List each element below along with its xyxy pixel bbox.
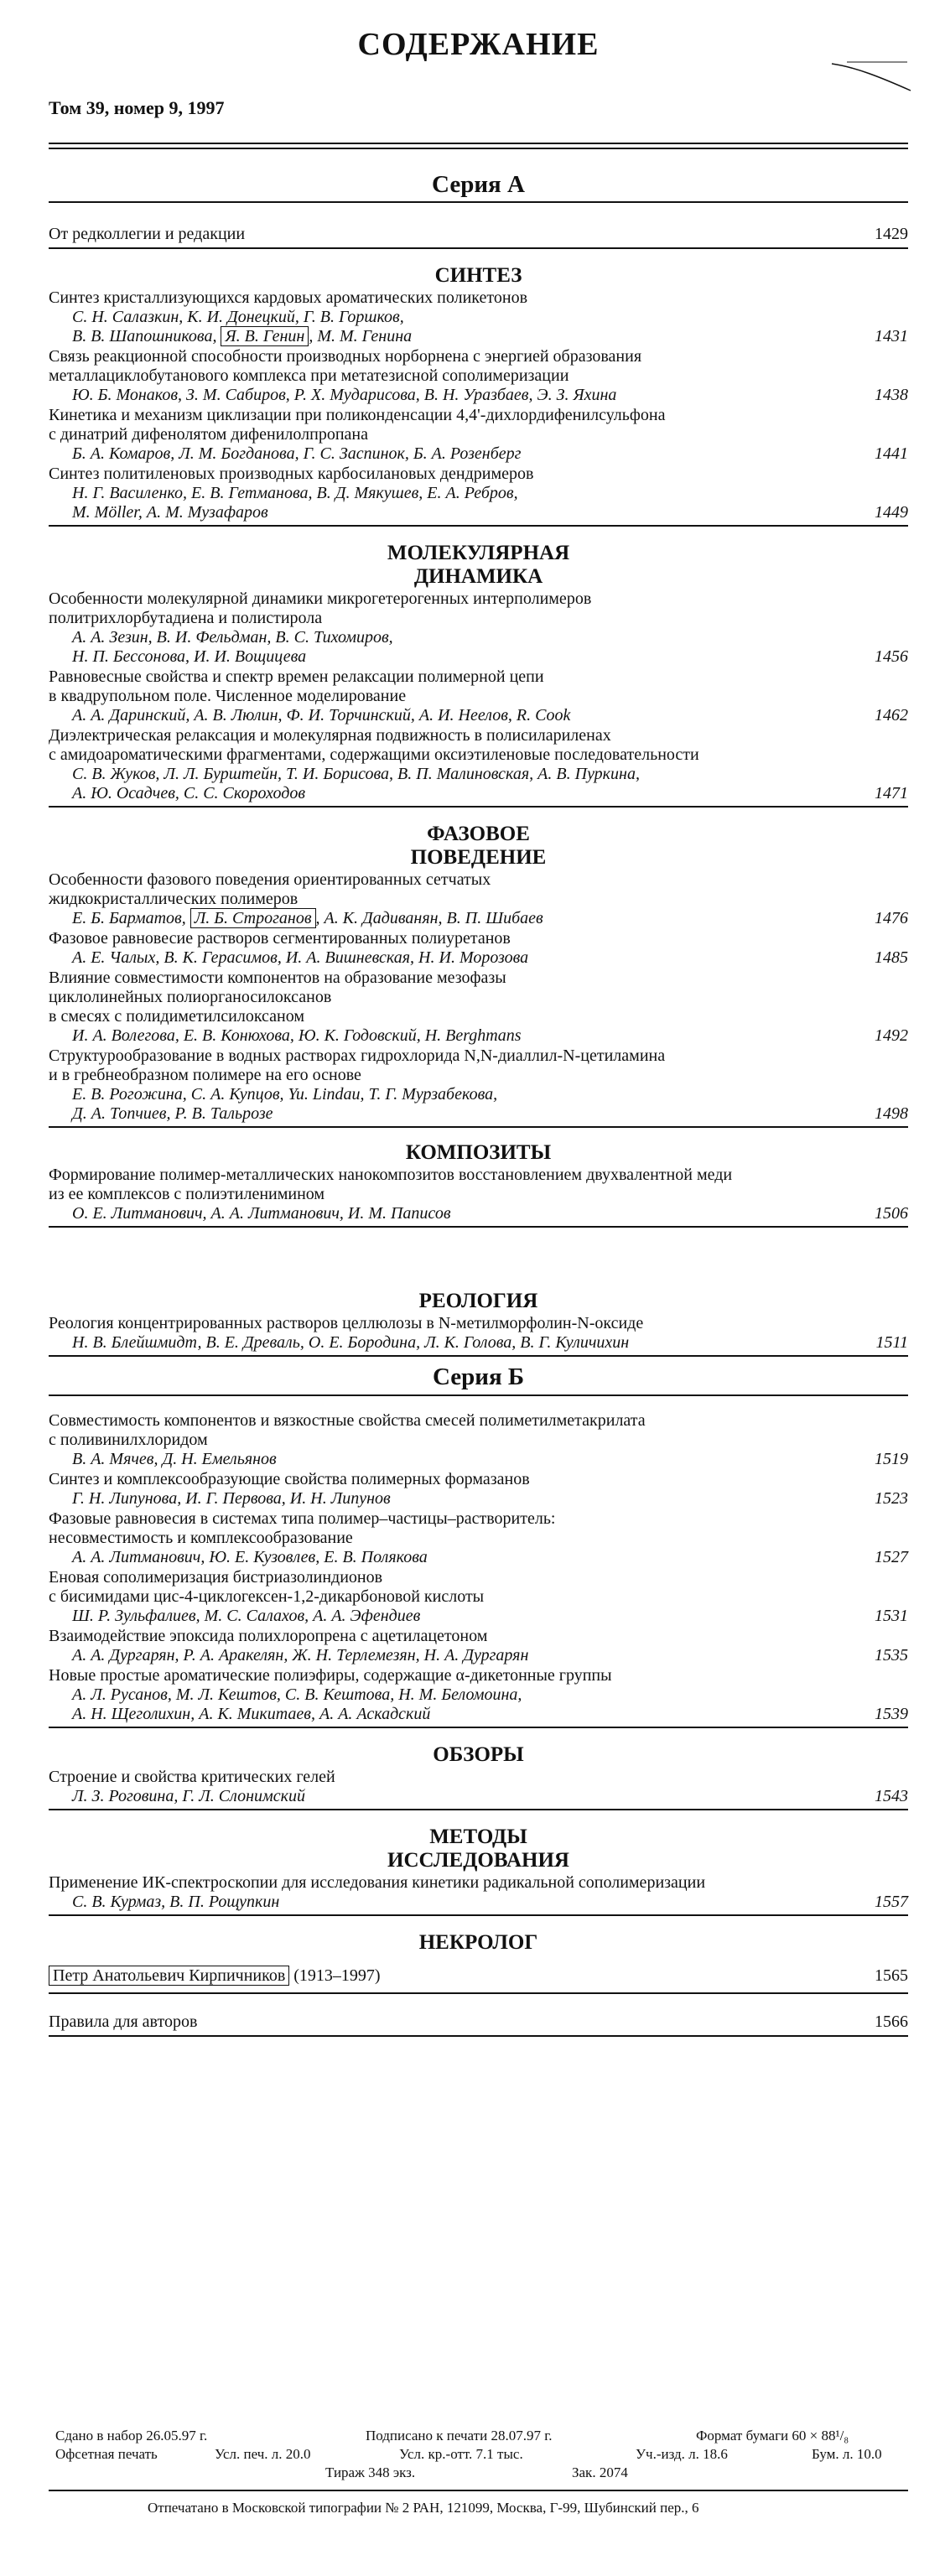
imprint-printer: Отпечатано в Московской типографии № 2 РАН, 121099, Москва, Г-99, Шубинский пер., 6	[148, 2500, 699, 2516]
series-a-heading: Серия А	[432, 171, 525, 198]
entry-page-number: 1565	[875, 1966, 908, 1985]
entry-page-number: 1535	[875, 1646, 908, 1665]
entry-page-number: 1429	[875, 225, 908, 243]
section-heading-line: ДИНАМИКА	[413, 565, 543, 588]
entry-authors: А. Н. Щеголихин, А. К. Микитаев, А. А. Аскадский 1539	[72, 1705, 908, 1723]
imprint-printer-line	[49, 2500, 908, 2518]
section-heading-line: МЕТОДЫ	[429, 1826, 527, 1848]
issue-info: Том 39, номер 9, 1997	[49, 97, 225, 118]
entry-title: Кинетика и механизм циклизации при поликонденсации 4,4'-дихлордифенилсульфона	[49, 406, 666, 424]
entry-title: циклолинейных полиорганосилоксанов	[49, 988, 332, 1006]
entry-page-number: 1438	[875, 386, 908, 404]
section-rule	[49, 525, 908, 527]
toc-entry[interactable]	[49, 870, 908, 928]
entry-title: Совместимость компонентов и вязкостные свойства смесей полиметилметакрилата	[49, 1411, 646, 1430]
entry-page-number: 1449	[875, 503, 908, 522]
entry-authors: С. В. Жуков, Л. Л. Бурштейн, Т. И. Борисова, В. П. Малиновская, А. В. Пуркина,	[72, 765, 640, 783]
boxed-author-name: Я. В. Генин	[221, 326, 309, 346]
entry-title: Реология концентрированных растворов целлюлозы в N-метилморфолин-N-оксиде	[49, 1314, 644, 1332]
toc-entry[interactable]	[49, 347, 908, 405]
entry-authors: А. А. Литманович, Ю. Е. Кузовлев, Е. В. Полякова 1527	[72, 1548, 908, 1566]
entry-page-number: 1498	[875, 1104, 908, 1123]
entry-title: Структурообразование в водных растворах гидрохлорида N,N-диаллил-N-цетиламина	[49, 1046, 666, 1065]
entry-title: Особенности молекулярной динамики микрогетерогенных интерполимеров	[49, 589, 592, 608]
section-heading	[49, 264, 908, 288]
section-heading	[49, 1141, 908, 1165]
toc-entry[interactable]	[49, 406, 908, 464]
double-rule	[49, 143, 908, 149]
section-heading-line: ОБЗОРЫ	[433, 1743, 524, 1766]
entry-authors: Н. В. Блейшмидт, В. Е. Древаль, О. Е. Бородина, Л. К. Голова, В. Г. Куличихин 1511	[72, 1333, 908, 1352]
entry-authors: Ш. Р. Зульфалиев, М. С. Салахов, А. А. Эфендиев 1531	[72, 1607, 908, 1625]
section-rule	[49, 1727, 908, 1728]
imprint-color-prints: Усл. кр.-отт. 7.1 тыс.	[399, 2446, 523, 2462]
toc-entry[interactable]	[49, 1873, 908, 1912]
entry-title: Синтез кристаллизующихся кардовых ароматических поликетонов	[49, 288, 528, 307]
entry-authors: Д. А. Топчиев, Р. В. Тальрозе 1498	[72, 1104, 908, 1123]
entry-page-number: 1543	[875, 1787, 908, 1805]
section-rule	[49, 1809, 908, 1810]
entry-authors: Л. З. Роговина, Г. Л. Слонимский 1543	[72, 1787, 908, 1805]
section-heading-line: ПОВЕДЕНИЕ	[410, 846, 547, 869]
entry-page-number: 1511	[875, 1333, 908, 1352]
series-a-contents	[49, 225, 908, 1357]
contents-page	[49, 25, 908, 2037]
section-heading	[49, 1931, 908, 1955]
imprint-line-2	[49, 2446, 908, 2464]
entry-page-number: 1476	[875, 909, 908, 927]
toc-entry[interactable]	[49, 667, 908, 725]
section-heading-line: ФАЗОВОЕ	[427, 823, 530, 845]
entry-page-number: 1527	[875, 1548, 908, 1566]
toc-entry[interactable]	[49, 1509, 908, 1567]
imprint-signed-date: Подписано к печати 28.07.97 г.	[366, 2428, 553, 2444]
entry-title: и в гребнеобразном полимере на его основе	[49, 1066, 361, 1084]
entry-page-number: 1441	[875, 444, 908, 463]
entry-page-number: 1506	[875, 1204, 908, 1223]
section-rule	[49, 2035, 908, 2037]
section-heading-line: ИССЛЕДОВАНИЯ	[387, 1849, 569, 1872]
imprint-line-3	[49, 2464, 908, 2483]
section-heading-line: НЕКРОЛОГ	[418, 1931, 538, 1954]
entry-title: Равновесные свойства и спектр времен релаксации полимерной цепи	[49, 667, 544, 686]
section-rule	[49, 1355, 908, 1357]
entry-authors: Н. П. Бессонова, И. И. Вощицева 1456	[72, 647, 908, 666]
section-heading-line: РЕОЛОГИЯ	[418, 1290, 538, 1312]
section-rule	[49, 1992, 908, 1994]
entry-title: Фазовое равновесие растворов сегментированных полиуретанов	[49, 929, 511, 948]
section-heading-line: СИНТЕЗ	[434, 264, 522, 287]
entry-page-number: 1539	[875, 1705, 908, 1723]
entry-title: с динатрий дифенолятом дифенилолпропана	[49, 425, 368, 444]
obituary-person: Петр Анатольевич Кирпичников	[49, 1966, 289, 1986]
toc-entry[interactable]	[49, 1768, 908, 1806]
entry-authors: А. А. Дургарян, Р. А. Аракелян, Ж. Н. Терлемезян, Н. А. Дургарян 1535	[72, 1646, 908, 1665]
entry-title: Применение ИК-спектроскопии для исследования кинетики радикальной сополимеризации	[49, 1873, 706, 1892]
entry-page-number: 1485	[875, 948, 908, 967]
entry-title: жидкокристаллических полимеров	[49, 890, 299, 908]
entry-title: Взаимодействие эпоксида полихлоропрена с ацетилацетоном	[49, 1627, 488, 1645]
toc-entry[interactable]	[49, 1314, 908, 1353]
entry-page-number: 1471	[875, 784, 908, 802]
section-heading	[49, 542, 908, 589]
entry-authors: А. А. Даринский, А. В. Люлин, Ф. И. Торчинский, А. И. Неелов, R. Cook 1462	[72, 706, 908, 724]
imprint-pub-sheets: Уч.-изд. л. 18.6	[636, 2446, 728, 2462]
toc-entry[interactable]	[49, 1166, 908, 1223]
imprint-line-1	[49, 2428, 908, 2446]
entry-title: с бисимидами цис-4-циклогексен-1,2-дикарбоновой кислоты	[49, 1587, 485, 1606]
entry-page-number: 1557	[875, 1893, 908, 1911]
entry-authors: Е. В. Рогожина, С. А. Купцов, Yu. Lindau, Т. Г. Мурзабекова,	[72, 1085, 498, 1104]
section-rule	[49, 1226, 908, 1228]
entry-authors: В. В. Шапошникова, Я. В. Генин , М. М. Генина 1431	[72, 327, 908, 345]
toc-entry[interactable]	[49, 1627, 908, 1665]
toc-entry[interactable]	[49, 1666, 908, 1724]
entry-authors: А. А. Зезин, В. И. Фельдман, В. С. Тихомиров,	[72, 628, 393, 647]
series-b-entries	[49, 1411, 908, 1724]
entry-authors: А. Е. Чалых, В. К. Герасимов, И. А. Вишневская, Н. И. Морозова 1485	[72, 948, 908, 967]
toc-entry[interactable]	[49, 726, 908, 803]
entry-authors: А. Ю. Осадчев, С. С. Скороходов 1471	[72, 784, 908, 802]
entry-title: Синтез и комплексообразующие свойства полимерных формазанов	[49, 1470, 530, 1488]
obituary-entry[interactable]	[49, 1966, 908, 1986]
toc-entry[interactable]	[49, 465, 908, 522]
entry-authors: А. Л. Русанов, М. Л. Кештов, С. В. Кештова, Н. М. Беломоина,	[72, 1685, 522, 1704]
entry-title: Синтез политиленовых производных карбосилановых дендримеров	[49, 465, 534, 483]
section-rule	[49, 1126, 908, 1128]
toc-entry[interactable]	[49, 969, 908, 1046]
boxed-author-name: Л. Б. Строганов	[190, 908, 316, 928]
series-b-contents	[49, 1362, 908, 2037]
series-rule	[49, 201, 908, 203]
section-heading	[49, 1290, 908, 1313]
rules-for-authors-entry-text: Правила для авторов	[49, 2012, 198, 2031]
entry-title: несовместимость и комплексообразование	[49, 1529, 353, 1547]
section-rule	[49, 247, 908, 249]
entry-authors: С. В. Курмаз, В. П. Рощупкин 1557	[72, 1893, 908, 1911]
imprint-print-sheets: Усл. печ. л. 20.0	[215, 2446, 311, 2462]
imprint-rule	[49, 2490, 908, 2491]
toc-entry[interactable]	[49, 1411, 908, 1469]
entry-title: Еновая сополимеризация бистриазолиндионов	[49, 1568, 383, 1587]
entry-title: Строение и свойства критических гелей	[49, 1768, 335, 1786]
entry-title: в смесях с полидиметилсилоксаном	[49, 1007, 305, 1026]
toc-entry[interactable]	[49, 1470, 908, 1509]
entry-page-number: 1519	[875, 1450, 908, 1468]
imprint-order: Зак. 2074	[572, 2464, 628, 2480]
imprint-paper-sheets: Бум. л. 10.0	[812, 2446, 882, 2462]
section-rule	[49, 1914, 908, 1916]
toc-entry[interactable]	[49, 929, 908, 968]
imprint-paper-format: Формат бумаги 60 × 88¹/₈	[696, 2428, 849, 2444]
entry-authors: Е. Б. Барматов, Л. Б. Строганов , А. К. Дадиванян, В. П. Шибаев 1476	[72, 909, 908, 927]
entry-page-number: 1566	[875, 2012, 908, 2031]
entry-authors: Н. Г. Василенко, Е. В. Гетманова, В. Д. Мякушев, Е. А. Ребров,	[72, 484, 518, 502]
entry-page-number: 1523	[875, 1489, 908, 1508]
entry-title: с поливинилхлоридом	[49, 1431, 208, 1449]
entry-authors: Ю. Б. Монаков, З. М. Сабиров, Р. Х. Мударисова, В. Н. Уразбаев, Э. З. Яхина 1438	[72, 386, 908, 404]
section-heading	[49, 1743, 908, 1767]
entry-title: Формирование полимер-металлических нанокомпозитов восстановлением двухвалентной меди	[49, 1166, 733, 1184]
rules-for-authors-entry[interactable]	[49, 2012, 908, 2032]
section-rule	[49, 1394, 908, 1396]
imprint-block	[49, 2428, 908, 2518]
entry-title: из ее комплексов с полиэтиленимином	[49, 1185, 325, 1203]
section-heading-line: КОМПОЗИТЫ	[405, 1141, 552, 1164]
entry-authors: О. Е. Литманович, А. А. Литманович, И. М. Паписов 1506	[72, 1204, 908, 1223]
section-heading	[49, 1826, 908, 1872]
entry-title: Особенности фазового поведения ориентированных сетчатых	[49, 870, 491, 889]
editorial-entry-text: От редколлегии и редакции	[49, 225, 246, 243]
section-heading-line: МОЛЕКУЛЯРНАЯ	[387, 542, 570, 564]
obituary-years: (1913–1997)	[293, 1966, 381, 1985]
entry-title: политрихлорбутадиена и полистирола	[49, 609, 323, 627]
imprint-typeset-date: Сдано в набор 26.05.97 г.	[55, 2428, 208, 2444]
entry-authors: M. Möller, А. М. Музафаров 1449	[72, 503, 908, 522]
toc-entry[interactable]	[49, 1568, 908, 1626]
entry-authors: Б. А. Комаров, Л. М. Богданова, Г. С. Заспинок, Б. А. Розенберг 1441	[72, 444, 908, 463]
page-title: СОДЕРЖАНИЕ	[357, 27, 600, 62]
entry-page-number: 1531	[875, 1607, 908, 1625]
entry-title: Новые простые ароматические полиэфиры, содержащие α-дикетонные группы	[49, 1666, 612, 1685]
toc-entry[interactable]	[49, 589, 908, 667]
toc-entry[interactable]	[49, 1046, 908, 1124]
section-heading	[49, 823, 908, 870]
entry-title: металлациклобутанового комплекса при метатезисной сополимеризации	[49, 366, 569, 385]
entry-title: Влияние совместимости компонентов на образование мезофазы	[49, 969, 506, 987]
toc-entry[interactable]	[49, 288, 908, 346]
entry-page-number: 1431	[875, 327, 908, 345]
entry-page-number: 1492	[875, 1026, 908, 1045]
entry-authors: И. А. Волегова, Е. В. Конюхова, Ю. К. Годовский, H. Berghmans 1492	[72, 1026, 908, 1045]
entry-title: Фазовые равновесия в системах типа полимер–частицы–растворитель:	[49, 1509, 556, 1528]
entry-title: Связь реакционной способности производных норборнена с энергией образования	[49, 347, 642, 366]
series-b-heading: Серия Б	[432, 1363, 525, 1390]
entry-title: с амидоароматическими фрагментами, содержащими оксиэтиленовые последовательности	[49, 745, 699, 764]
entry-page-number: 1456	[875, 647, 908, 666]
imprint-circulation: Тираж 348 экз.	[325, 2464, 416, 2480]
entry-title: Диэлектрическая релаксация и молекулярная подвижность в полисилариленах	[49, 726, 611, 745]
entry-authors: В. А. Мячев, Д. Н. Емельянов 1519	[72, 1450, 908, 1468]
entry-page-number: 1462	[875, 706, 908, 724]
entry-title: в квадрупольном поле. Численное моделирование	[49, 687, 407, 705]
imprint-print-type: Офсетная печать	[55, 2446, 158, 2462]
entry-authors: С. Н. Салазкин, К. И. Донецкий, Г. В. Горшков,	[72, 308, 404, 326]
entry-authors: Г. Н. Липунова, И. Г. Первова, И. Н. Липунов 1523	[72, 1489, 908, 1508]
section-rule	[49, 806, 908, 808]
editorial-entry[interactable]	[49, 225, 908, 244]
